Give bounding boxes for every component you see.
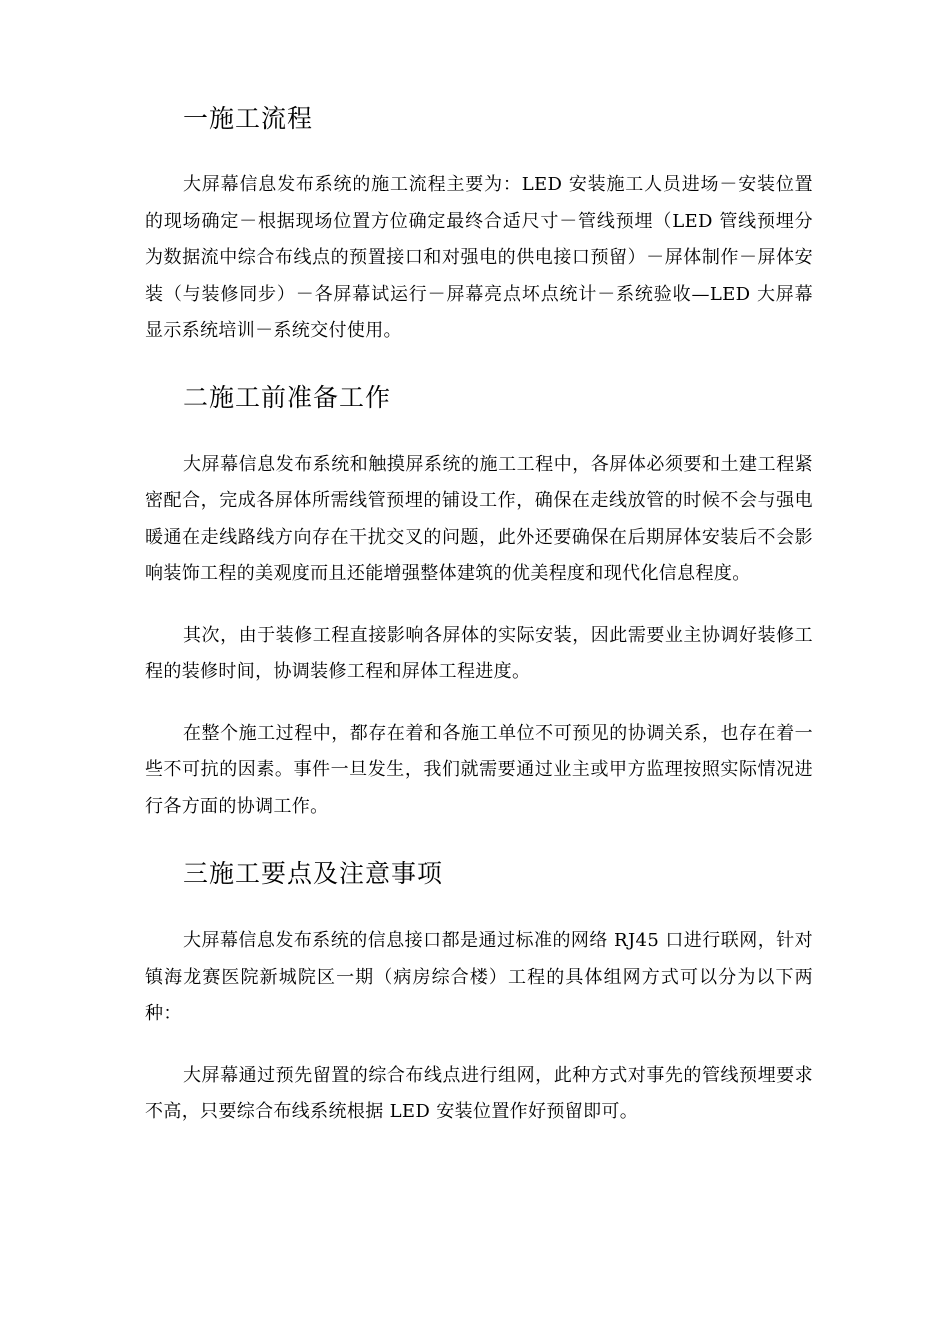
section-paragraph: 大屏幕信息发布系统和触摸屏系统的施工工程中，各屏体必须要和土建工程紧密配合，完成各屏体所需线管预埋的铺设工作，确保在走线放管的时候不会与强电暖通在走线路线方向存在干扰交叉的问题，此外还要确保在后期屏体安装后不会影响装饰工程的美观度而且还能增强整体建筑的优美程度和现代化信息程度。 (145, 453, 813, 584)
section-paragraph: 大屏幕信息发布系统的施工流程主要为：LED 安装施工人员进场－安装位置的现场确定－根据现场位置方位确定最终合适尺寸－管线预埋（LED 管线预埋分为数据流中综合布线点的预置接口和对强电的供电接口预留）－屏体制作－屏体安装（与装修同步）－各屏幕试运行－屏幕亮点坏点统计－系统验收—LED 大屏幕显示系统培训－系统交付使用。 (145, 174, 813, 341)
section-heading: 二施工前准备工作 (183, 382, 392, 412)
section-paragraph: 大屏幕信息发布系统的信息接口都是通过标准的网络 RJ45 口进行联网，针对镇海龙赛医院新城院区一期（病房综合楼）工程的具体组网方式可以分为以下两种： (145, 930, 813, 1024)
section-heading: 三施工要点及注意事项 (183, 859, 444, 888)
section-heading: 一施工流程 (183, 104, 314, 133)
section-paragraph: 大屏幕通过预先留置的综合布线点进行组网，此种方式对事先的管线预埋要求不高，只要综合布线系统根据 LED 安装位置作好预留即可。 (145, 1064, 813, 1122)
section-paragraph: 在整个施工过程中，都存在着和各施工单位不可预见的协调关系，也存在着一些不可抗的因素。事件一旦发生，我们就需要通过业主或甲方监理按照实际情况进行各方面的协调工作。 (145, 722, 813, 817)
section-paragraph: 其次，由于装修工程直接影响各屏体的实际安装，因此需要业主协调好装修工程的装修时间，协调装修工程和屏体工程进度。 (145, 624, 813, 682)
document-page (145, 92, 813, 1131)
